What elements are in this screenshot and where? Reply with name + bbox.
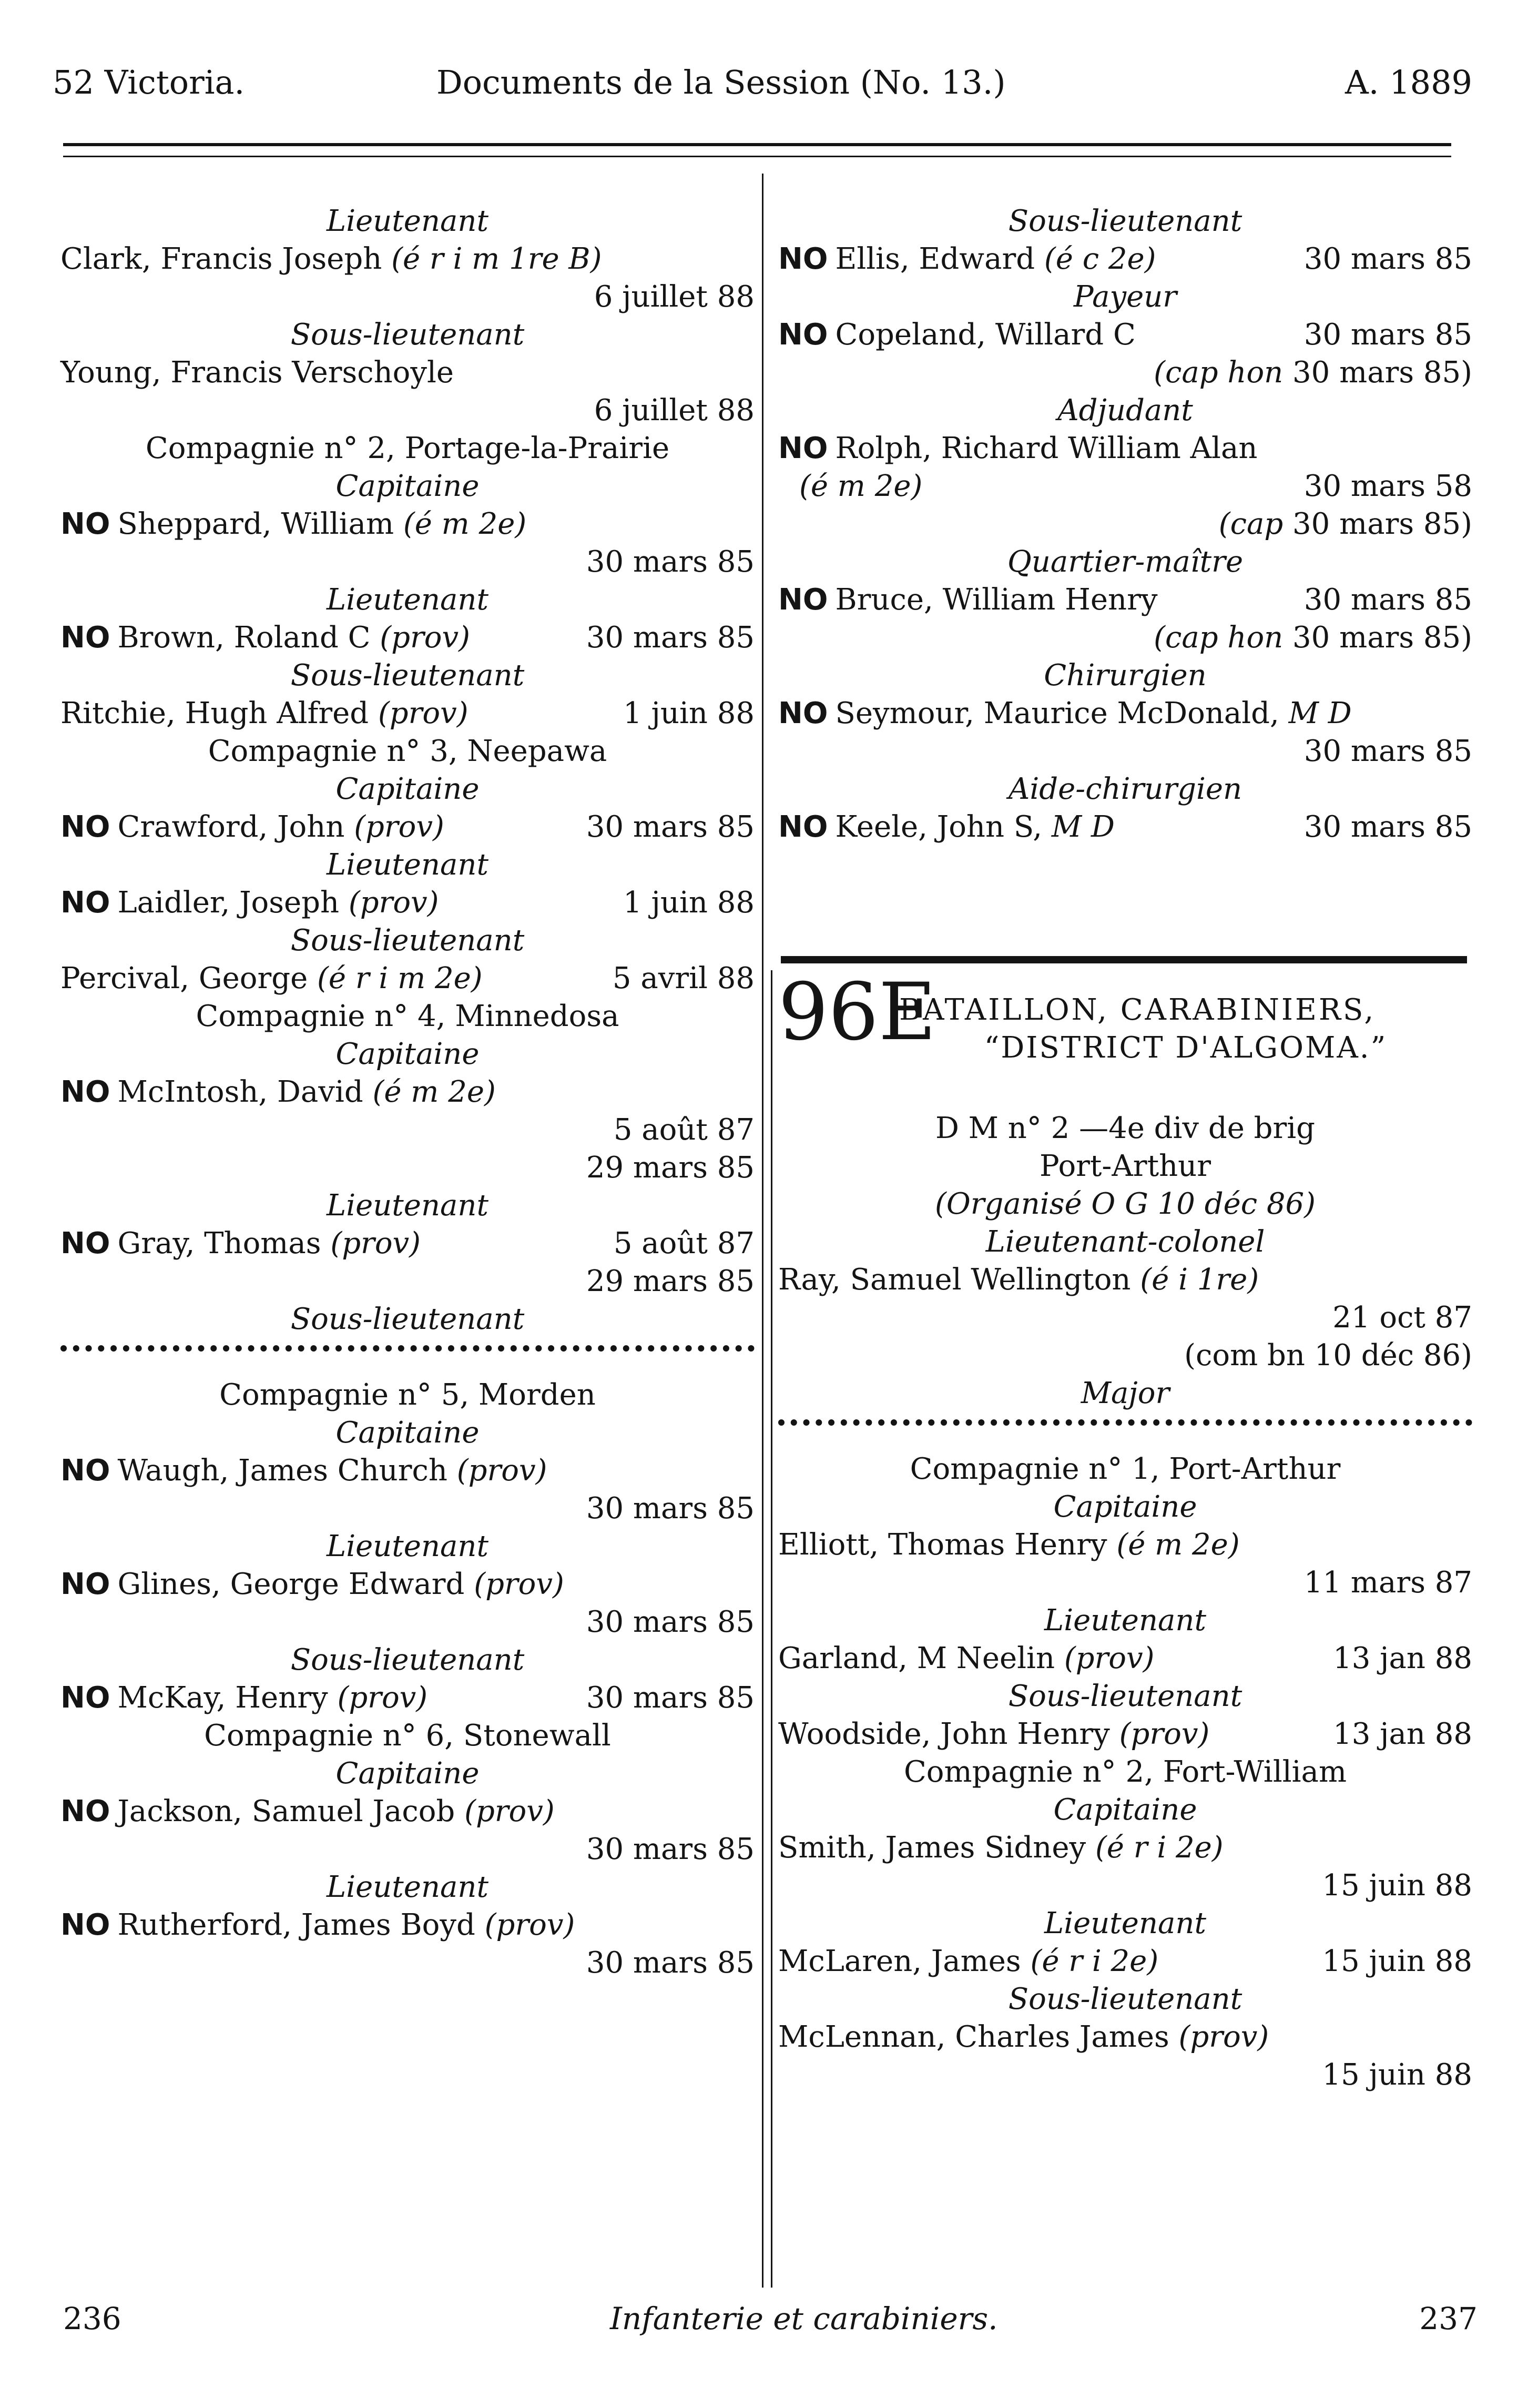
officer-name: McKay, Henry bbox=[117, 1681, 328, 1715]
no-mark: NO bbox=[778, 242, 828, 276]
rank-heading: Lieutenant bbox=[327, 204, 488, 238]
officer-name: Waugh, James Church bbox=[117, 1454, 447, 1488]
column-divider-inner bbox=[771, 970, 772, 2288]
officer-qualification: (prov) bbox=[380, 621, 470, 655]
rank-heading: Capitaine bbox=[335, 1756, 480, 1791]
commission-date: 29 mars 85 bbox=[586, 1264, 755, 1298]
right-column bbox=[778, 0, 1472, 2408]
officer-name: Keele, John S, bbox=[835, 810, 1043, 844]
page-number-left: 236 bbox=[63, 2301, 121, 2336]
officer-name: McLaren, James bbox=[778, 1944, 1021, 1978]
roster-entry bbox=[60, 808, 755, 846]
roster-entry bbox=[60, 240, 755, 278]
roster-entry bbox=[60, 505, 755, 543]
roster-entry bbox=[778, 316, 1472, 354]
officer-name: Seymour, Maurice McDonald, bbox=[835, 696, 1279, 730]
commission-date: 30 mars 85 bbox=[586, 1491, 755, 1526]
no-mark: NO bbox=[778, 583, 828, 617]
rank-heading: Lieutenant bbox=[1044, 1906, 1206, 1940]
officer-qualification: (é r i 2e) bbox=[1030, 1944, 1159, 1978]
roster-entry bbox=[778, 468, 1472, 505]
commission-date: 6 juillet 88 bbox=[594, 393, 755, 428]
commission-date: 13 jan 88 bbox=[1333, 1641, 1472, 1675]
rank-heading: Payeur bbox=[1073, 280, 1177, 314]
officer-name: Clark, Francis Joseph bbox=[60, 242, 382, 276]
rank-heading: Sous-lieutenant bbox=[290, 318, 525, 352]
rank-heading: Lieutenant bbox=[327, 583, 488, 617]
officer-qualification: M D bbox=[1051, 810, 1115, 844]
no-mark: NO bbox=[60, 1908, 110, 1942]
no-mark: NO bbox=[778, 318, 828, 352]
commission-date: 5 août 87 bbox=[613, 1113, 755, 1147]
commission-date: 15 juin 88 bbox=[1322, 1944, 1472, 1978]
rank-heading: Sous-lieutenant bbox=[290, 1302, 525, 1336]
officer-qualification: M D bbox=[1288, 696, 1352, 730]
rank-heading: Sous-lieutenant bbox=[290, 923, 525, 958]
officer-name: Young, Francis Verschoyle bbox=[60, 355, 454, 390]
officer-name: Garland, M Neelin bbox=[778, 1641, 1055, 1675]
roster-entry bbox=[778, 1943, 1472, 1980]
officer-qualification: (prov) bbox=[354, 810, 444, 844]
rank-heading: Sous-lieutenant bbox=[1008, 1679, 1242, 1713]
officer-qualification: (prov) bbox=[1064, 1641, 1155, 1675]
commission-date: 11 mars 87 bbox=[1303, 1566, 1472, 1600]
rank-heading: Lieutenant-colonel bbox=[985, 1225, 1265, 1259]
roster-entry bbox=[60, 619, 755, 657]
rank-heading: Lieutenant bbox=[327, 1529, 488, 1563]
commission-date: 30 mars 58 bbox=[1303, 469, 1472, 503]
honorary-rank-note bbox=[778, 354, 1472, 392]
roster-entry bbox=[60, 1073, 755, 1111]
commission-date: 21 oct 87 bbox=[1332, 1300, 1472, 1335]
honorary-label: (cap bbox=[1218, 507, 1284, 541]
rank-heading: Major bbox=[1081, 1376, 1170, 1410]
roster-entry bbox=[60, 884, 755, 922]
company-heading: Compagnie n° 4, Minnedosa bbox=[196, 999, 619, 1033]
officer-qualification: (é m 2e) bbox=[799, 469, 923, 503]
rank-heading: Sous-lieutenant bbox=[1008, 1982, 1242, 2016]
officer-name: Rutherford, James Boyd bbox=[117, 1908, 475, 1942]
rank-heading: Sous-lieutenant bbox=[290, 658, 525, 693]
company-heading: Compagnie n° 2, Fort-William bbox=[903, 1755, 1347, 1789]
rank-heading: Capitaine bbox=[1053, 1793, 1197, 1827]
roster-entry bbox=[778, 581, 1472, 619]
no-mark: NO bbox=[778, 431, 828, 465]
honorary-date: 30 mars 85) bbox=[1292, 507, 1472, 541]
officer-name: Ritchie, Hugh Alfred bbox=[60, 696, 369, 730]
headquarters: Port-Arthur bbox=[1040, 1149, 1211, 1183]
rank-heading: Capitaine bbox=[335, 1416, 480, 1450]
officer-qualification: (prov) bbox=[464, 1794, 555, 1828]
officer-name: Sheppard, William bbox=[117, 507, 394, 541]
commission-date: 30 mars 85 bbox=[1303, 242, 1472, 276]
commission-date: 5 avril 88 bbox=[612, 961, 755, 995]
roster-entry bbox=[778, 1640, 1472, 1678]
section-rule bbox=[781, 956, 1467, 963]
officer-name: Elliott, Thomas Henry bbox=[778, 1528, 1107, 1562]
rank-heading: Capitaine bbox=[335, 772, 480, 806]
officer-name: Laidler, Joseph bbox=[117, 886, 340, 920]
commission-date: 29 mars 85 bbox=[586, 1151, 755, 1185]
rank-heading: Sous-lieutenant bbox=[1008, 204, 1242, 238]
rank-heading: Capitaine bbox=[1053, 1490, 1197, 1524]
officer-qualification: (prov) bbox=[1178, 2020, 1269, 2054]
officer-name: Percival, George bbox=[60, 961, 308, 995]
battalion-title bbox=[778, 967, 1472, 1073]
no-mark: NO bbox=[778, 810, 828, 844]
commission-date: 1 juin 88 bbox=[623, 696, 755, 730]
commission-date: 30 mars 85 bbox=[586, 810, 755, 844]
roster-entry bbox=[778, 240, 1472, 278]
officer-qualification: (é c 2e) bbox=[1044, 242, 1156, 276]
officer-qualification: (é m 2e) bbox=[372, 1075, 496, 1109]
officer-name: Brown, Roland C bbox=[117, 621, 371, 655]
roster-entry bbox=[778, 695, 1472, 733]
commission-date: 13 jan 88 bbox=[1333, 1717, 1472, 1751]
footer-section-title: Infanterie et carabiniers. bbox=[610, 2301, 998, 2336]
officer-name: Woodside, John Henry bbox=[778, 1717, 1110, 1751]
no-mark: NO bbox=[60, 886, 110, 920]
no-mark: NO bbox=[60, 1567, 110, 1601]
commission-date: 30 mars 85 bbox=[1303, 583, 1472, 617]
commission-date: 5 août 87 bbox=[613, 1226, 755, 1261]
rank-heading: Adjudant bbox=[1057, 393, 1193, 428]
commission-date: 30 mars 85 bbox=[1303, 810, 1472, 844]
battalion-number: 96E bbox=[778, 967, 936, 1058]
officer-name: McIntosh, David bbox=[117, 1075, 363, 1109]
rank-heading: Lieutenant bbox=[327, 1870, 488, 1904]
rank-heading: Lieutenant bbox=[327, 848, 488, 882]
officer-qualification: (prov) bbox=[1119, 1717, 1210, 1751]
commission-date: 30 mars 85 bbox=[586, 621, 755, 655]
left-column bbox=[60, 0, 755, 2408]
officer-name: Gray, Thomas bbox=[117, 1226, 321, 1261]
officer-qualification: (prov) bbox=[330, 1226, 421, 1261]
roster-entry bbox=[778, 1526, 1472, 1564]
officer-qualification: (é m 2e) bbox=[1116, 1528, 1240, 1562]
officer-name: Rolph, Richard William Alan bbox=[835, 431, 1258, 465]
roster-entry bbox=[778, 1261, 1472, 1299]
roster-entry bbox=[60, 1793, 755, 1831]
column-divider bbox=[762, 174, 763, 2288]
commission-date: 30 mars 85 bbox=[586, 1605, 755, 1639]
company-heading: Compagnie n° 2, Portage-la-Prairie bbox=[145, 431, 670, 465]
roster-entry bbox=[60, 960, 755, 998]
honorary-rank-note bbox=[778, 619, 1472, 657]
commission-date: 6 juillet 88 bbox=[594, 280, 755, 314]
commission-date: 30 mars 85 bbox=[1303, 318, 1472, 352]
officer-qualification: (prov) bbox=[348, 886, 439, 920]
commission-date: 15 juin 88 bbox=[1322, 2058, 1472, 2092]
header-session-year: 52 Victoria. bbox=[53, 63, 245, 101]
officer-qualification: (é r i m 2e) bbox=[317, 961, 483, 995]
commission-date: 30 mars 85 bbox=[586, 1946, 755, 1980]
battalion-name: BATAILLON, CARABINIERS, bbox=[899, 993, 1376, 1027]
commission-date: 30 mars 85 bbox=[586, 1681, 755, 1715]
officer-qualification: (é i 1re) bbox=[1140, 1263, 1259, 1297]
roster-entry bbox=[778, 808, 1472, 846]
header-year: A. 1889 bbox=[1345, 63, 1472, 101]
battalion-district: “DISTRICT D'ALGOMA.” bbox=[984, 1031, 1388, 1065]
officer-qualification: (prov) bbox=[456, 1454, 547, 1488]
officer-qualification: (é r i m 1re B) bbox=[391, 242, 602, 276]
honorary-label: (cap hon bbox=[1154, 621, 1284, 655]
honorary-date: 30 mars 85) bbox=[1292, 621, 1472, 655]
page-number-right: 237 bbox=[1419, 2301, 1478, 2336]
rank-heading: Aide-chirurgien bbox=[1008, 772, 1242, 806]
no-mark: NO bbox=[60, 507, 110, 541]
commission-date: 30 mars 85 bbox=[586, 1832, 755, 1866]
honorary-label: (cap hon bbox=[1154, 355, 1284, 390]
roster-entry bbox=[60, 1566, 755, 1603]
officer-name: McLennan, Charles James bbox=[778, 2020, 1169, 2054]
officer-name: Smith, James Sidney bbox=[778, 1831, 1086, 1865]
officer-qualification: (é m 2e) bbox=[403, 507, 527, 541]
rank-heading: Lieutenant bbox=[1044, 1603, 1206, 1638]
commission-date: 1 juin 88 bbox=[623, 886, 755, 920]
roster-entry bbox=[60, 695, 755, 733]
officer-qualification: (prov) bbox=[484, 1908, 575, 1942]
company-heading: Compagnie n° 5, Morden bbox=[219, 1378, 596, 1412]
roster-entry bbox=[60, 1679, 755, 1717]
honorary-date: 30 mars 85) bbox=[1292, 355, 1472, 390]
commission-date: 30 mars 85 bbox=[1303, 734, 1472, 768]
roster-entry bbox=[778, 1829, 1472, 1867]
rank-heading: Quartier-maître bbox=[1007, 545, 1244, 579]
officer-qualification: (prov) bbox=[337, 1681, 428, 1715]
rank-heading: Lieutenant bbox=[327, 1188, 488, 1223]
commission-date: 30 mars 85 bbox=[586, 545, 755, 579]
vacancy-dotted-line bbox=[60, 1341, 755, 1352]
vacancy-dotted-line bbox=[778, 1415, 1472, 1426]
officer-name: Copeland, Willard C bbox=[835, 318, 1136, 352]
no-mark: NO bbox=[60, 1794, 110, 1828]
company-heading: Compagnie n° 6, Stonewall bbox=[204, 1719, 611, 1753]
officer-qualification: (prov) bbox=[474, 1567, 564, 1601]
roster-entry bbox=[778, 2018, 1472, 2056]
rank-heading: Sous-lieutenant bbox=[290, 1643, 525, 1677]
no-mark: NO bbox=[778, 696, 828, 730]
roster-entry bbox=[60, 1225, 755, 1263]
no-mark: NO bbox=[60, 810, 110, 844]
no-mark: NO bbox=[60, 1075, 110, 1109]
officer-name: Ray, Samuel Wellington bbox=[778, 1263, 1131, 1297]
company-heading: Compagnie n° 1, Port-Arthur bbox=[910, 1452, 1341, 1486]
rank-heading: Capitaine bbox=[335, 469, 480, 503]
no-mark: NO bbox=[60, 1454, 110, 1488]
header-document-title: Documents de la Session (No. 13.) bbox=[436, 63, 1006, 101]
officer-name: Bruce, William Henry bbox=[835, 583, 1158, 617]
officer-name: Crawford, John bbox=[117, 810, 345, 844]
organization-date: (Organisé O G 10 déc 86) bbox=[935, 1187, 1316, 1221]
military-district: D M n° 2 —4e div de brig bbox=[935, 1111, 1316, 1145]
officer-name: Glines, George Edward bbox=[117, 1567, 465, 1601]
no-mark: NO bbox=[60, 1681, 110, 1715]
no-mark: NO bbox=[60, 1226, 110, 1261]
officer-qualification: (é r i 2e) bbox=[1095, 1831, 1224, 1865]
roster-entry bbox=[778, 430, 1472, 468]
roster-entry bbox=[778, 1715, 1472, 1753]
page-footer bbox=[63, 2301, 1478, 2343]
officer-qualification: (prov) bbox=[378, 696, 468, 730]
officer-name: Ellis, Edward bbox=[835, 242, 1035, 276]
roster-entry bbox=[60, 1452, 755, 1490]
officer-name: Jackson, Samuel Jacob bbox=[117, 1794, 455, 1828]
commission-date: 15 juin 88 bbox=[1322, 1868, 1472, 1903]
command-date: (com bn 10 déc 86) bbox=[1184, 1338, 1472, 1373]
honorary-rank-note bbox=[778, 505, 1472, 543]
company-heading: Compagnie n° 3, Neepawa bbox=[208, 734, 607, 768]
roster-entry bbox=[60, 1906, 755, 1944]
rank-heading: Capitaine bbox=[335, 1037, 480, 1071]
rank-heading: Chirurgien bbox=[1044, 658, 1207, 693]
no-mark: NO bbox=[60, 621, 110, 655]
